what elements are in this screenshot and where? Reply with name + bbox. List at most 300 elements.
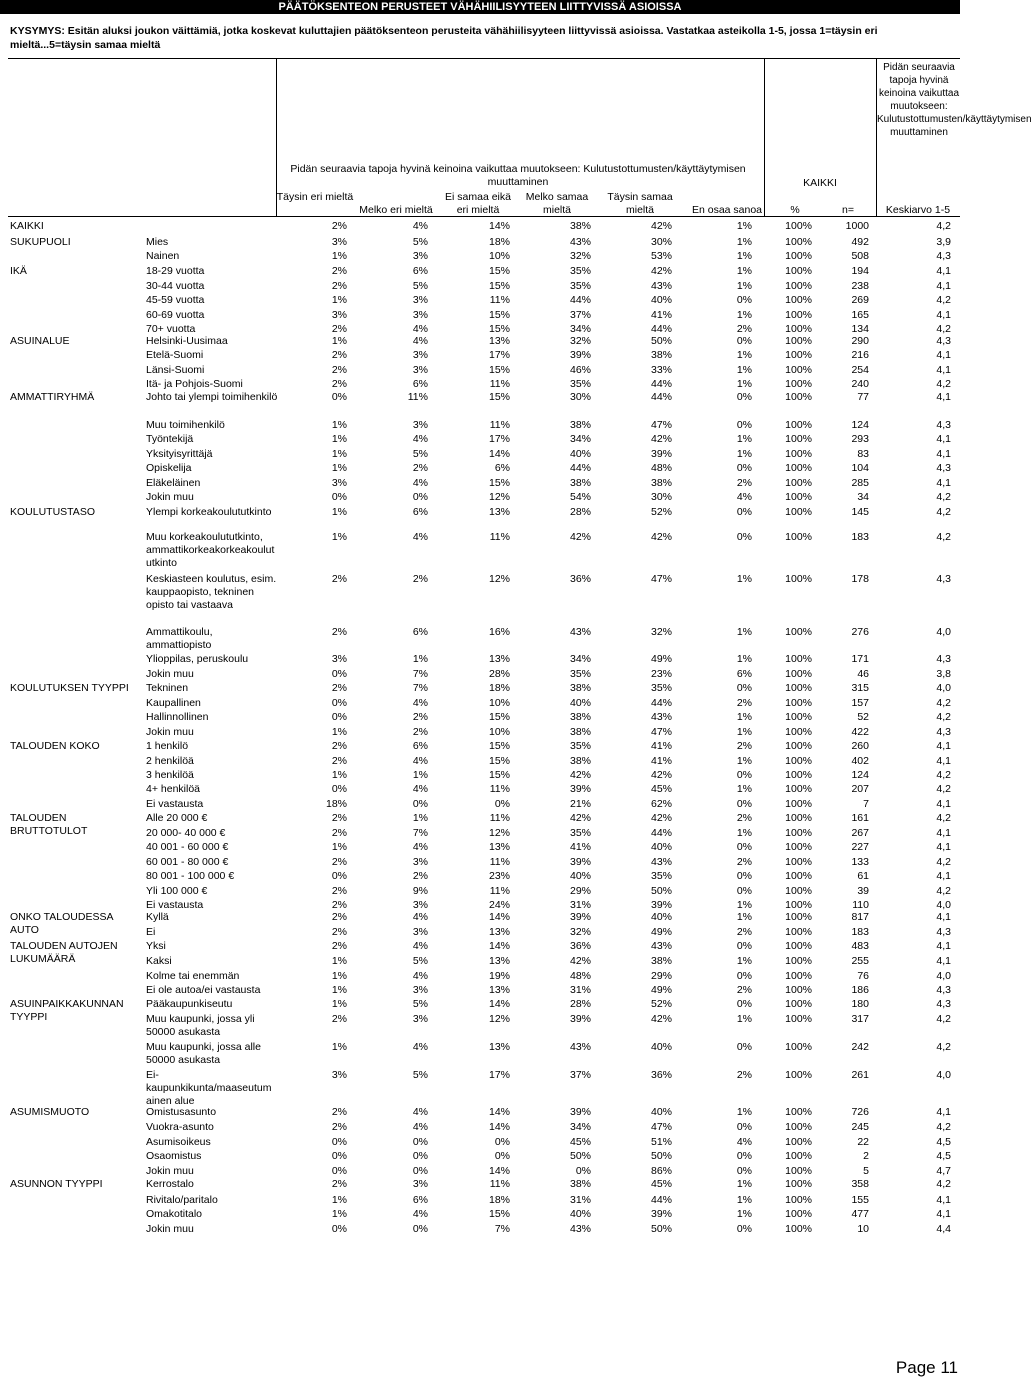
table-cell: 4,3 [936, 653, 951, 665]
table-cell: 14% [488, 1121, 510, 1133]
table-cell: 1% [331, 970, 347, 982]
table-cell: 4,1 [936, 955, 951, 967]
table-cell: 42% [569, 531, 591, 543]
table-cell: 36% [650, 1069, 672, 1081]
table-cell: 4,2 [936, 378, 951, 390]
table-cell: 100% [785, 335, 812, 347]
table-cell: 4,1 [936, 940, 951, 952]
table-cell: 1% [736, 1106, 752, 1118]
question-text: KYSYMYS: Esitän aluksi joukon väittämiä, jotka koskevat kuluttajien päätöksenteon perusteita vähähiilisyyteen liittyvissä asioissa. Vastatkaa asteikolla 1-5, jossa 1=täysin eri mieltä...5=täysin samaa mieltä [10, 25, 878, 51]
table-cell: 0% [736, 391, 752, 403]
table-cell: 42% [650, 1013, 672, 1025]
table-cell: 24% [488, 899, 510, 911]
table-cell: 11% [489, 378, 510, 390]
table-cell: 4,4 [936, 1223, 951, 1235]
table-cell: 32% [569, 335, 591, 347]
table-cell: 161 [851, 812, 869, 824]
table-cell: 0% [736, 970, 752, 982]
table-cell: 14% [488, 940, 510, 952]
table-cell: 0% [412, 1223, 428, 1235]
table-cell: 0% [494, 1150, 510, 1162]
table-cell: 1% [736, 378, 752, 390]
table-cell: 29% [650, 970, 672, 982]
table-cell: 3% [331, 477, 347, 489]
table-cell: 28% [569, 506, 591, 518]
table-cell: 3% [412, 309, 428, 321]
table-cell: 1% [331, 984, 347, 996]
row-label: Rivitalo/paritalo [146, 1194, 218, 1206]
table-cell: 38% [650, 477, 672, 489]
table-cell: 1% [736, 349, 752, 361]
table-cell: 0% [331, 870, 347, 882]
table-cell: 11% [489, 856, 510, 868]
row-group-label: TALOUDEN BRUTTOTULOT [10, 812, 88, 837]
table-cell: 207 [851, 783, 869, 795]
table-cell: 100% [785, 1121, 812, 1133]
table-cell: 4,3 [936, 419, 951, 431]
table-cell: 4,2 [936, 812, 951, 824]
table-cell: 86% [650, 1165, 672, 1177]
table-cell: 35% [569, 740, 591, 752]
table-cell: 4% [412, 220, 428, 232]
row-label: Muu toimihenkilö [146, 419, 225, 431]
table-cell: 13% [488, 335, 510, 347]
table-cell: 100% [785, 984, 812, 996]
table-cell: 17% [488, 349, 510, 361]
table-cell: 4,3 [936, 462, 951, 474]
table-cell: 15% [488, 711, 510, 723]
table-cell: 35% [650, 682, 672, 694]
row-label: 20 000- 40 000 € [146, 827, 226, 839]
table-cell: 2% [331, 280, 347, 292]
table-cell: 0% [736, 1165, 752, 1177]
table-cell: 38% [569, 726, 591, 738]
table-cell: 1% [736, 626, 752, 638]
table-cell: 10 [857, 1223, 869, 1235]
table-cell: 255 [851, 955, 869, 967]
table-cell: 41% [650, 309, 672, 321]
table-cell: 15% [488, 280, 510, 292]
table-cell: 38% [569, 711, 591, 723]
row-label: Kyllä [146, 911, 169, 923]
table-cell: 1% [736, 265, 752, 277]
table-cell: 17% [488, 1069, 510, 1081]
table-cell: 1% [736, 573, 752, 585]
row-label: Hallinnollinen [146, 711, 209, 723]
table-cell: 4,1 [936, 391, 951, 403]
table-cell: 43% [650, 711, 672, 723]
table-cell: 133 [851, 856, 869, 868]
table-cell: 1% [736, 309, 752, 321]
table-cell: 52% [650, 506, 672, 518]
table-cell: 5% [412, 1069, 428, 1081]
table-cell: 100% [785, 323, 812, 335]
table-cell: 100% [785, 899, 812, 911]
table-cell: 2% [331, 899, 347, 911]
table-cell: 2% [331, 1106, 347, 1118]
row-label: 4+ henkilöä [146, 783, 201, 795]
row-group-label: ASUINPAIKKAKUNNAN TYYPPI [10, 998, 124, 1023]
table-cell: 0% [412, 491, 428, 503]
table-cell: 2% [331, 926, 347, 938]
table-cell: 4,2 [936, 769, 951, 781]
table-cell: 0% [736, 885, 752, 897]
row-label: Mies [146, 236, 169, 248]
column-header: n= [842, 204, 854, 216]
table-cell: 4,2 [936, 294, 951, 306]
table-cell: 35% [569, 280, 591, 292]
table-cell: 100% [785, 1150, 812, 1162]
table-cell: 48% [569, 970, 591, 982]
table-cell: 40% [569, 1208, 591, 1220]
table-cell: 34% [569, 1121, 591, 1133]
table-cell: 100% [785, 812, 812, 824]
table-cell: 477 [851, 1208, 869, 1220]
row-label: Ylioppilas, peruskoulu [146, 653, 249, 665]
table-cell: 6% [412, 265, 428, 277]
row-label: 60 001 - 80 000 € [146, 856, 229, 868]
table-cell: 2% [331, 812, 347, 824]
table-cell: 1% [736, 955, 752, 967]
header-right-title: Pidän seuraavia tapoja hyvinä keinoina vaikuttaa muutokseen: Kulutustottumusten/käyttäytymisen muuttaminen [877, 62, 1032, 138]
table-cell: 0% [736, 870, 752, 882]
table-cell: 4,1 [936, 1194, 951, 1206]
table-cell: 194 [851, 265, 869, 277]
table-cell: 4% [412, 477, 428, 489]
table-cell: 42% [569, 955, 591, 967]
table-cell: 3% [412, 1013, 428, 1025]
table-cell: 3% [331, 653, 347, 665]
table-cell: 4,3 [936, 335, 951, 347]
row-group-label: TALOUDEN KOKO [10, 740, 100, 752]
table-cell: 2% [736, 984, 752, 996]
table-cell: 100% [785, 1106, 812, 1118]
table-cell: 4,2 [936, 1178, 951, 1190]
table-cell: 1% [736, 653, 752, 665]
table-cell: 1% [736, 783, 752, 795]
table-cell: 0% [736, 998, 752, 1010]
table-cell: 100% [785, 448, 812, 460]
table-cell: 14% [488, 448, 510, 460]
row-label: Itä- ja Pohjois-Suomi [146, 378, 243, 390]
table-cell: 1% [331, 531, 347, 543]
table-cell: 227 [851, 841, 869, 853]
table-cell: 134 [851, 323, 869, 335]
table-cell: 1% [412, 769, 428, 781]
table-cell: 40% [569, 448, 591, 460]
table-cell: 1% [331, 419, 347, 431]
table-cell: 39% [569, 911, 591, 923]
table-cell: 42% [650, 433, 672, 445]
table-cell: 100% [785, 1069, 812, 1081]
table-cell: 45% [650, 783, 672, 795]
table-cell: 50% [650, 1223, 672, 1235]
table-cell: 4,3 [936, 726, 951, 738]
table-cell: 1% [331, 769, 347, 781]
table-cell: 2% [331, 1013, 347, 1025]
table-cell: 100% [785, 349, 812, 361]
table-cell: 61 [857, 870, 869, 882]
table-cell: 4% [412, 1041, 428, 1053]
table-cell: 30% [569, 391, 591, 403]
table-cell: 29% [569, 885, 591, 897]
table-cell: 13% [488, 984, 510, 996]
table-cell: 4,2 [936, 856, 951, 868]
table-cell: 100% [785, 1178, 812, 1190]
table-cell: 0% [736, 1041, 752, 1053]
table-cell: 49% [650, 984, 672, 996]
table-cell: 5% [412, 448, 428, 460]
table-cell: 1% [736, 236, 752, 248]
table-cell: 42% [650, 812, 672, 824]
table-cell: 34 [857, 491, 869, 503]
table-cell: 4,1 [936, 841, 951, 853]
table-cell: 34% [569, 323, 591, 335]
table-cell: 50% [650, 885, 672, 897]
table-cell: 1% [331, 955, 347, 967]
table-cell: 38% [569, 1178, 591, 1190]
row-group-label: ASUMISMUOTO [10, 1106, 90, 1118]
row-label: Alle 20 000 € [146, 812, 208, 824]
table-cell: 3% [412, 1178, 428, 1190]
table-cell: 100% [785, 573, 812, 585]
table-cell: 43% [650, 856, 672, 868]
table-cell: 47% [650, 419, 672, 431]
table-cell: 15% [488, 309, 510, 321]
row-label: Johto tai ylempi toimihenkilö [146, 391, 278, 403]
table-cell: 165 [851, 309, 869, 321]
table-cell: 40% [650, 1041, 672, 1053]
table-cell: 7% [412, 668, 428, 680]
table-cell: 0% [736, 1121, 752, 1133]
table-cell: 3% [412, 926, 428, 938]
table-cell: 100% [785, 378, 812, 390]
table-cell: 4,2 [936, 885, 951, 897]
table-cell: 100% [785, 433, 812, 445]
table-cell: 178 [851, 573, 869, 585]
table-cell: 42% [650, 220, 672, 232]
table-cell: 315 [851, 682, 869, 694]
table-cell: 422 [851, 726, 869, 738]
table-cell: 18% [325, 798, 347, 810]
table-cell: 238 [851, 280, 869, 292]
table-cell: 51% [650, 1136, 672, 1148]
table-cell: 2% [412, 573, 428, 585]
row-label: Etelä-Suomi [146, 349, 204, 361]
row-label: Työntekijä [146, 433, 194, 445]
table-cell: 2% [736, 477, 752, 489]
row-label: 60-69 vuotta [146, 309, 205, 321]
table-cell: 13% [488, 506, 510, 518]
table-cell: 4% [412, 783, 428, 795]
row-label: Kaupallinen [146, 697, 201, 709]
table-cell: 3% [331, 1069, 347, 1081]
table-cell: 2% [331, 827, 347, 839]
table-cell: 7 [863, 798, 869, 810]
table-cell: 100% [785, 926, 812, 938]
table-cell: 124 [851, 419, 869, 431]
table-cell: 290 [851, 335, 869, 347]
row-label: Asumisoikeus [146, 1136, 211, 1148]
table-cell: 1% [736, 1013, 752, 1025]
table-cell: 11% [489, 783, 510, 795]
table-cell: 0% [412, 1150, 428, 1162]
table-cell: 4,1 [936, 740, 951, 752]
row-label: 3 henkilöä [146, 769, 194, 781]
table-cell: 2% [412, 870, 428, 882]
table-cell: 35% [569, 668, 591, 680]
table-cell: 42% [650, 265, 672, 277]
column-header: Melko samaa mieltä [525, 191, 589, 216]
table-cell: 4,3 [936, 573, 951, 585]
table-cell: 6% [412, 506, 428, 518]
table-cell: 4,1 [936, 265, 951, 277]
table-cell: 39% [569, 783, 591, 795]
table-cell: 100% [785, 998, 812, 1010]
table-cell: 40% [650, 841, 672, 853]
table-cell: 46 [857, 668, 869, 680]
table-cell: 9% [412, 885, 428, 897]
table-cell: 38% [569, 682, 591, 694]
table-cell: 1% [331, 506, 347, 518]
table-cell: 180 [851, 998, 869, 1010]
table-cell: 100% [785, 856, 812, 868]
table-cell: 817 [851, 911, 869, 923]
row-label: Jokin muu [146, 1165, 194, 1177]
row-label: Tekninen [146, 682, 189, 694]
table-cell: 1% [331, 726, 347, 738]
table-cell: 41% [650, 755, 672, 767]
table-cell: 4% [412, 335, 428, 347]
table-cell: 15% [488, 323, 510, 335]
row-label: 70+ vuotta [146, 323, 196, 335]
table-cell: 44% [650, 827, 672, 839]
table-cell: 4% [412, 755, 428, 767]
table-cell: 16% [488, 626, 510, 638]
table-cell: 6% [412, 740, 428, 752]
table-cell: 4,5 [936, 1150, 951, 1162]
table-cell: 39% [569, 856, 591, 868]
table-cell: 4,3 [936, 926, 951, 938]
table-cell: 0% [575, 1165, 591, 1177]
row-label: 45-59 vuotta [146, 294, 205, 306]
table-cell: 4,2 [936, 1041, 951, 1053]
table-cell: 2% [331, 378, 347, 390]
table-cell: 145 [851, 506, 869, 518]
table-cell: 7% [494, 1223, 510, 1235]
table-cell: 0% [736, 294, 752, 306]
table-cell: 100% [785, 870, 812, 882]
table-cell: 4,1 [936, 827, 951, 839]
row-label: Omistusasunto [146, 1106, 217, 1118]
table-cell: 43% [569, 626, 591, 638]
table-cell: 4,2 [936, 323, 951, 335]
table-cell: 110 [852, 899, 869, 911]
table-cell: 77 [857, 391, 869, 403]
table-cell: 11% [489, 812, 510, 824]
table-cell: 3,8 [936, 668, 951, 680]
table-cell: 23% [488, 870, 510, 882]
column-header: % [790, 204, 800, 216]
table-cell: 100% [785, 1165, 812, 1177]
row-label: 40 001 - 60 000 € [146, 841, 229, 853]
table-cell: 14% [488, 911, 510, 923]
row-label: Muu kaupunki, jossa yli 50000 asukasta [146, 1013, 255, 1038]
row-label: Pääkaupunkiseutu [146, 998, 233, 1010]
table-cell: 2 [863, 1150, 869, 1162]
table-cell: 2% [331, 349, 347, 361]
table-cell: 1% [331, 841, 347, 853]
row-label: Omakotitalo [146, 1208, 203, 1220]
table-cell: 15% [488, 769, 510, 781]
table-cell: 4,2 [936, 506, 951, 518]
table-cell: 317 [851, 1013, 869, 1025]
table-cell: 100% [785, 1041, 812, 1053]
row-label: Ei [146, 926, 156, 938]
table-cell: 32% [569, 926, 591, 938]
table-cell: 34% [569, 653, 591, 665]
table-cell: 0% [494, 1136, 510, 1148]
table-cell: 40% [650, 911, 672, 923]
row-label: Jokin muu [146, 491, 194, 503]
table-cell: 0% [736, 841, 752, 853]
table-cell: 4,2 [936, 491, 951, 503]
table-cell: 100% [785, 970, 812, 982]
row-label: Jokin muu [146, 726, 194, 738]
table-cell: 35% [569, 265, 591, 277]
table-cell: 100% [785, 220, 812, 232]
table-cell: 100% [785, 1136, 812, 1148]
table-cell: 100% [785, 419, 812, 431]
table-cell: 100% [785, 250, 812, 262]
row-label: Muu korkeakoulututkinto, ammattikorkeakorkeakoulut utkinto [146, 531, 275, 569]
table-cell: 32% [569, 250, 591, 262]
table-cell: 0% [331, 783, 347, 795]
table-cell: 4% [412, 940, 428, 952]
row-label: Jokin muu [146, 668, 194, 680]
table-cell: 492 [851, 236, 869, 248]
table-cell: 35% [569, 378, 591, 390]
table-cell: 285 [851, 477, 869, 489]
table-cell: 0% [736, 419, 752, 431]
table-cell: 42% [650, 531, 672, 543]
table-cell: 48% [650, 462, 672, 474]
table-cell: 4,2 [936, 531, 951, 543]
row-group-label: ASUNNON TYYPPI [10, 1178, 103, 1190]
table-cell: 0% [331, 491, 347, 503]
table-cell: 37% [569, 1069, 591, 1081]
row-group-label: ASUINALUE [10, 335, 70, 347]
table-cell: 1% [736, 433, 752, 445]
table-cell: 38% [569, 220, 591, 232]
table-cell: 100% [785, 506, 812, 518]
table-cell: 38% [650, 955, 672, 967]
table-cell: 100% [785, 682, 812, 694]
table-cell: 6% [412, 1194, 428, 1206]
table-cell: 4,0 [936, 1069, 951, 1081]
row-label: Helsinki-Uusimaa [146, 335, 228, 347]
row-group-label: KOULUTUKSEN TYYPPI [10, 682, 129, 694]
table-cell: 0% [736, 798, 752, 810]
table-cell: 4% [412, 323, 428, 335]
table-cell: 4% [412, 841, 428, 853]
row-label: Ei ole autoa/ei vastausta [146, 984, 261, 996]
table-cell: 17% [488, 433, 510, 445]
table-cell: 1% [736, 911, 752, 923]
table-cell: 1% [331, 998, 347, 1010]
table-cell: 62% [650, 798, 672, 810]
table-cell: 4,1 [936, 798, 951, 810]
